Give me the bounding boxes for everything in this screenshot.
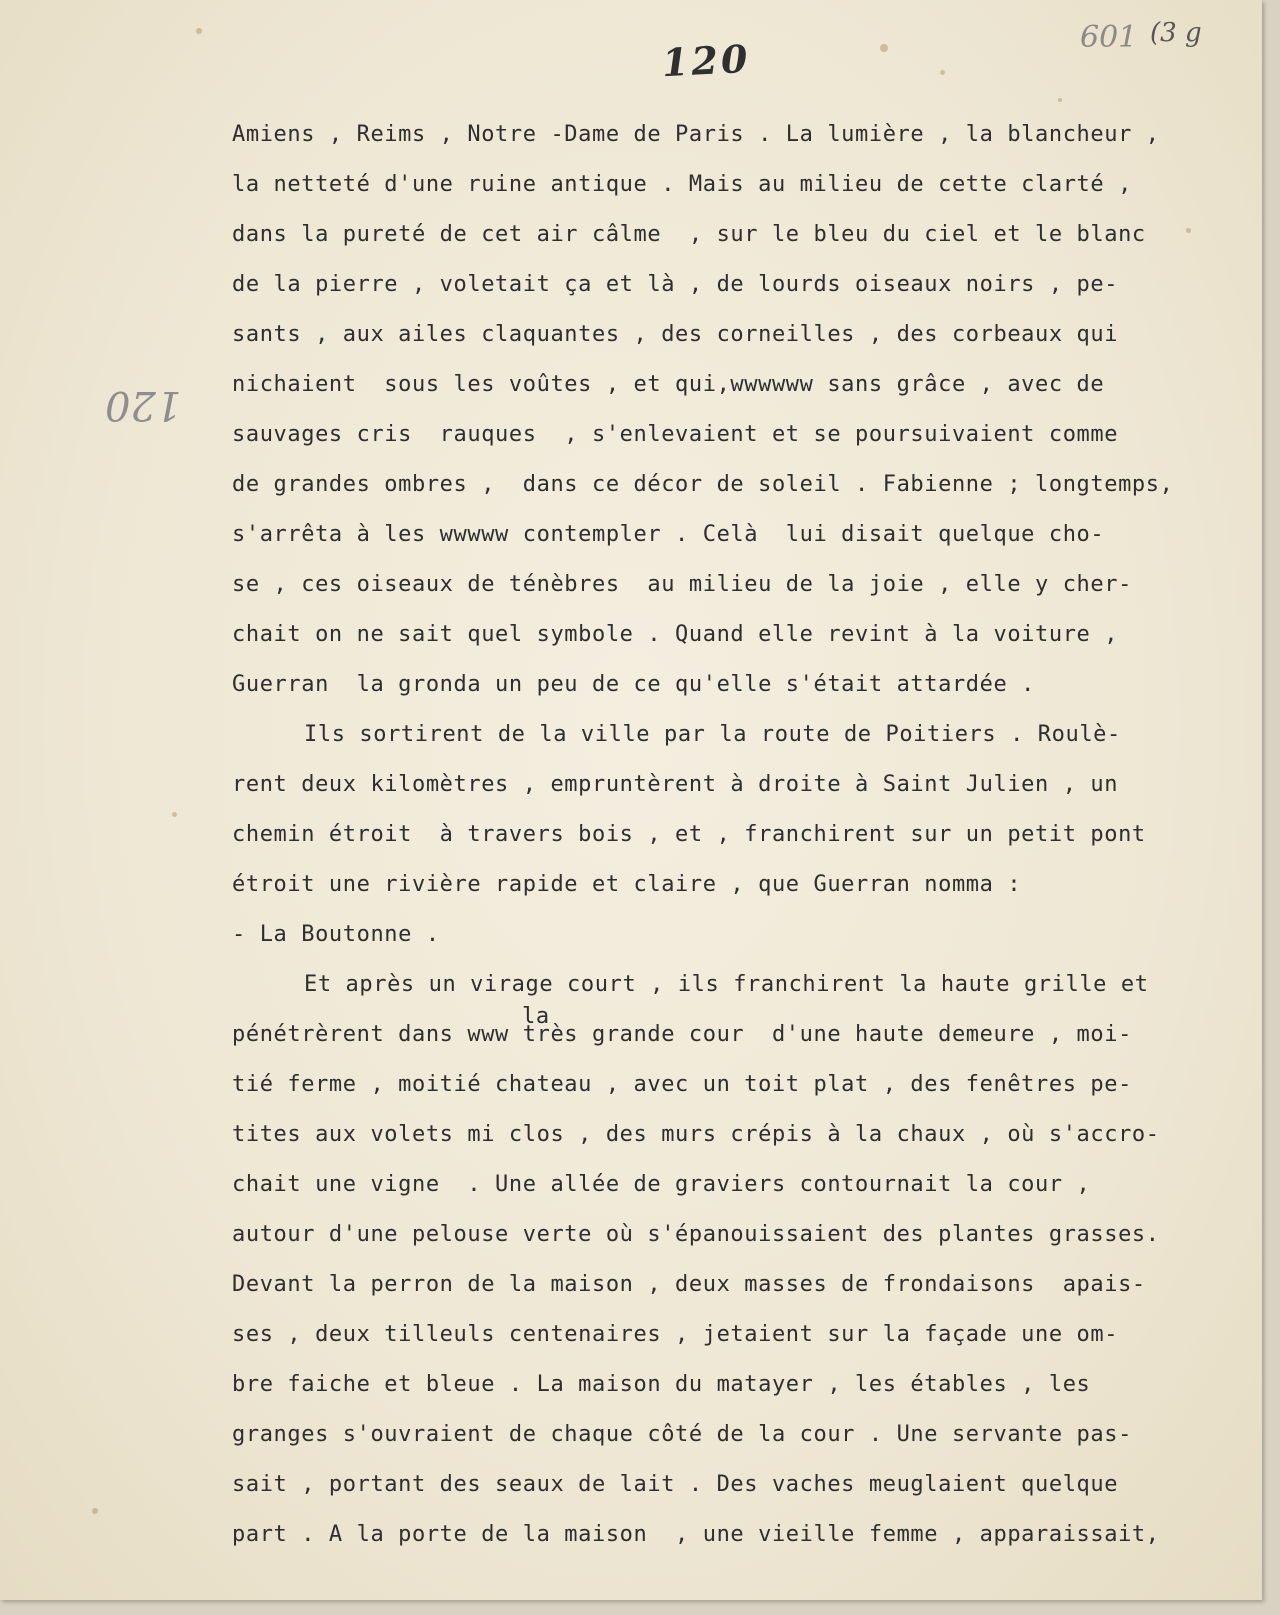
text-line: autour d'une pelouse verte où s'épanouissaient des plantes grasses.: [232, 1222, 1160, 1247]
text-line: - La Boutonne .: [232, 922, 440, 947]
text-line: se , ces oiseaux de ténèbres au milieu de la joie , elle y cher-: [232, 572, 1132, 597]
text-line: nichaient sous les voûtes , et qui,wwwwww sans grâce , avec de: [232, 372, 1105, 397]
text-line: tié ferme , moitié chateau , avec un toit plat , des fenêtres pe-: [232, 1072, 1132, 1097]
text-line: part . A la porte de la maison , une vieille femme , apparaissait,: [232, 1522, 1160, 1547]
text-line: pénétrèrent dans www très grande cour d'une haute demeure , moi-: [232, 1022, 1132, 1047]
margin-page-number: 120: [105, 382, 182, 428]
foxing-spot: [940, 70, 945, 75]
interlinear-insertion: la: [522, 1004, 550, 1029]
folio-number: 601: [1080, 20, 1138, 55]
foxing-spot: [1058, 98, 1062, 102]
foxing-spot: [172, 812, 177, 817]
text-line: Devant la perron de la maison , deux masses de frondaisons apais-: [232, 1272, 1146, 1297]
text-line: Ils sortirent de la ville par la route de Poitiers . Roulè-: [304, 722, 1121, 747]
text-line: dans la pureté de cet air câlme , sur le bleu du ciel et le blanc: [232, 222, 1146, 247]
foxing-spot: [92, 1508, 98, 1514]
text-line: tites aux volets mi clos , des murs crépis à la chaux , où s'accro-: [232, 1122, 1160, 1147]
text-line: Guerran la gronda un peu de ce qu'elle s'était attardée .: [232, 672, 1036, 697]
foxing-spot: [880, 44, 888, 52]
text-line: chait on ne sait quel symbole . Quand elle revint à la voiture ,: [232, 622, 1119, 647]
folio-annotation: (3 g: [1150, 18, 1202, 48]
text-line: chait une vigne . Une allée de graviers contournait la cour ,: [232, 1172, 1091, 1197]
text-line: de grandes ombres , dans ce décor de soleil . Fabienne ; longtemps,: [232, 472, 1174, 497]
text-line: la netteté d'une ruine antique . Mais au milieu de cette clarté ,: [232, 172, 1132, 197]
text-line: sauvages cris rauques , s'enlevaient et se poursuivaient comme: [232, 422, 1119, 447]
text-line: bre faiche et bleue . La maison du matayer , les étables , les: [232, 1372, 1091, 1397]
text-line: étroit une rivière rapide et claire , que Guerran nomma :: [232, 872, 1022, 897]
text-line: Amiens , Reims , Notre -Dame de Paris . La lumière , la blancheur ,: [232, 122, 1160, 147]
text-line: Et après un virage court , ils franchirent la haute grille et: [304, 972, 1149, 997]
page-number-handwritten: 120: [660, 35, 752, 86]
faded-marginalia: [58, 600, 208, 630]
text-line: sants , aux ailes claquantes , des corneilles , des corbeaux qui: [232, 322, 1119, 347]
text-line: granges s'ouvraient de chaque côté de la cour . Une servante pas-: [232, 1422, 1132, 1447]
text-line: ses , deux tilleuls centenaires , jetaient sur la façade une om-: [232, 1322, 1119, 1347]
text-line: rent deux kilomètres , empruntèrent à droite à Saint Julien , un: [232, 772, 1119, 797]
text-line: s'arrêta à les wwwww contempler . Celà lui disait quelque cho-: [232, 522, 1105, 547]
text-line: sait , portant des seaux de lait . Des vaches meuglaient quelque: [232, 1472, 1119, 1497]
foxing-spot: [196, 28, 202, 34]
text-line: chemin étroit à travers bois , et , franchirent sur un petit pont: [232, 822, 1146, 847]
typed-text-body: [232, 110, 1247, 1560]
text-line: de la pierre , voletait ça et là , de lourds oiseaux noirs , pe-: [232, 272, 1119, 297]
